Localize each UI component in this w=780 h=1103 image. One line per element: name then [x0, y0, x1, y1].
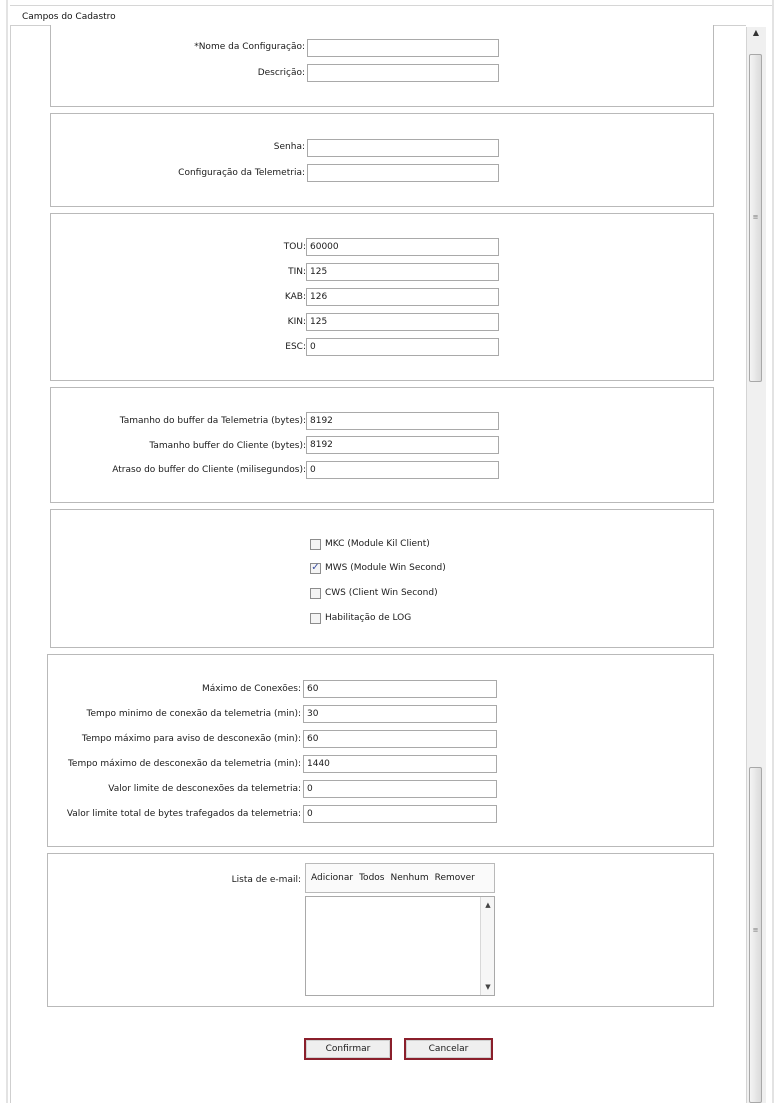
esc-label: ESC: [285, 342, 306, 352]
window-title: Campos do Cadastro [22, 12, 116, 22]
max-warn-time-input[interactable] [303, 730, 497, 748]
max-connections-label: Máximo de Conexões: [201, 684, 301, 694]
scroll-up-arrow-icon[interactable]: ▲ [752, 28, 760, 37]
bytes-limit-input[interactable] [303, 805, 497, 823]
kin-input[interactable] [306, 313, 499, 331]
config-name-label: *Nome da Configuração: [194, 42, 305, 52]
main-scrollbar-thumb-lower[interactable] [749, 767, 762, 1103]
email-list-box[interactable] [305, 896, 495, 996]
client-delay-label: Atraso do buffer do Cliente (milisegundos): [112, 465, 306, 475]
kab-label: KAB: [284, 292, 306, 302]
form-left-border [10, 25, 11, 1103]
email-list-up-arrow-icon[interactable]: ▲ [485, 901, 491, 909]
mkc-checkbox-row[interactable] [310, 537, 430, 551]
password-input[interactable] [307, 139, 499, 157]
cancel-button[interactable]: Cancelar [404, 1038, 493, 1060]
esc-input[interactable] [306, 338, 499, 356]
min-conn-time-input[interactable] [303, 705, 497, 723]
flags-panel [50, 509, 714, 648]
confirm-button[interactable]: Confirmar [304, 1038, 392, 1060]
email-list-down-arrow-icon[interactable]: ▼ [485, 983, 491, 991]
config-name-input[interactable] [307, 39, 499, 57]
min-conn-time-label: Tempo minimo de conexão da telemetria (min): [86, 709, 301, 719]
bytes-limit-label: Valor limite total de bytes trafegados da telemetria: [66, 809, 301, 819]
kab-input[interactable] [306, 288, 499, 306]
window-right-border [772, 0, 774, 1103]
email-list-scrollbar[interactable] [480, 897, 494, 995]
max-connections-input[interactable] [303, 680, 497, 698]
client-buffer-input[interactable] [306, 436, 499, 454]
window-top-border [10, 5, 772, 6]
max-disconnect-input[interactable] [303, 755, 497, 773]
main-scrollbar-thumb[interactable] [749, 54, 762, 382]
password-label: Senha: [273, 142, 305, 152]
kin-label: KIN: [287, 317, 306, 327]
email-remove-button[interactable]: Remover [434, 873, 475, 883]
cws-checkbox-row[interactable] [310, 586, 438, 600]
client-delay-input[interactable] [306, 461, 499, 479]
description-input[interactable] [307, 64, 499, 82]
mws-checkbox[interactable]: ✓ [311, 562, 320, 573]
credentials-panel [50, 113, 714, 207]
log-checkbox[interactable] [310, 613, 321, 624]
client-buffer-label: Tamanho buffer do Cliente (bytes): [149, 441, 306, 451]
telemetry-config-input[interactable] [307, 164, 499, 182]
mws-checkbox-row[interactable] [310, 561, 446, 575]
log-label: Habilitação de LOG [325, 613, 412, 623]
email-add-button[interactable]: Adicionar [311, 873, 354, 883]
telemetry-buffer-label: Tamanho do buffer da Telemetria (bytes): [119, 416, 306, 426]
email-toolbar [305, 863, 495, 893]
disconnect-limit-input[interactable] [303, 780, 497, 798]
mkc-checkbox[interactable] [310, 539, 321, 550]
tou-input[interactable] [306, 238, 499, 256]
tin-input[interactable] [306, 263, 499, 281]
cws-label: CWS (Client Win Second) [325, 588, 438, 598]
email-all-button[interactable]: Todos [359, 873, 385, 883]
email-none-button[interactable]: Nenhum [390, 873, 429, 883]
mkc-label: MKC (Module Kil Client) [325, 539, 430, 549]
scroll-grip-icon: ≡ [752, 213, 759, 221]
email-list-label: Lista de e-mail: [231, 875, 301, 885]
telemetry-buffer-input[interactable] [306, 412, 499, 430]
tou-label: TOU: [283, 242, 306, 252]
telemetry-config-label: Configuração da Telemetria: [178, 168, 305, 178]
description-label: Descrição: [257, 68, 305, 78]
disconnect-limit-label: Valor limite de desconexões da telemetria: [108, 784, 301, 794]
window-left-border [6, 0, 8, 1103]
scroll-grip-lower-icon: ≡ [752, 926, 759, 934]
tin-label: TIN: [288, 267, 306, 277]
log-checkbox-row[interactable] [310, 611, 411, 625]
max-disconnect-label: Tempo máximo de desconexão da telemetria (min): [67, 759, 301, 769]
cws-checkbox[interactable] [310, 588, 321, 599]
max-warn-time-label: Tempo máximo para aviso de desconexão (min): [81, 734, 301, 744]
mws-label: MWS (Module Win Second) [325, 563, 446, 573]
